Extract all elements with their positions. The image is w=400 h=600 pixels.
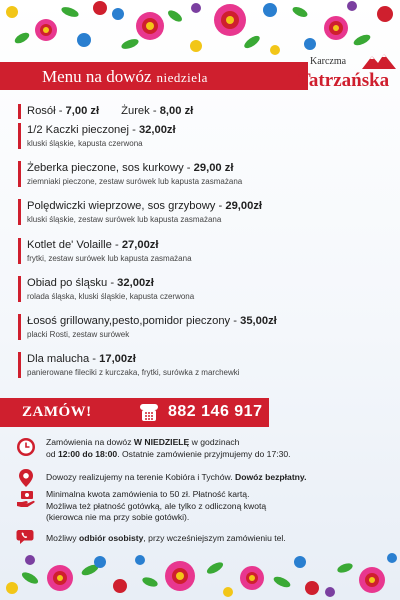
menu-item [18,276,388,302]
restaurant-logo [296,44,400,100]
mountains-icon [362,53,396,69]
item-price: 29,00 zł [193,162,234,174]
item-price: 27,00zł [121,239,159,251]
info-pickup-text [46,533,386,545]
item-title: 1/2 Kaczki pieczonej - [27,124,139,136]
info-payment-text [46,489,386,524]
hand-money-icon [16,489,36,509]
clock-icon [16,437,36,457]
menu-item [18,199,388,225]
payment-line-3: (kierowca nie ma przy sobie gotówki). [46,512,190,522]
hours-text-e: . Ostatnie zamówienie przyjmujemy do 17:30. [117,448,291,459]
menu-item-name [27,104,388,119]
item-title: Polędwiczki wieprzowe, sos grzybowy - [27,200,226,212]
location-pin-icon [16,468,36,488]
hours-range: 12:00 do 18:00 [57,448,118,459]
menu-item-name [27,314,388,329]
info-pickup [16,528,388,548]
item-price: 35,00zł [240,315,277,327]
menu-item-description: kluski śląskie, zestaw surówek lub kapusta zasmażana [27,215,222,224]
item-price: 7,00 zł [65,105,100,117]
item-title: Kotlet de' Volaille - [27,239,122,251]
menu-title [42,66,208,88]
menu-item-description: ziemniaki pieczone, zestaw surówek lub kapusta zasmażana [27,177,243,186]
logo-subtitle: Karczma [310,56,347,67]
menu-item-description: placki Rosti, zestaw surówek [27,330,130,339]
hours-text-d: od [46,448,58,459]
item-price: 32,00zł [117,277,154,289]
menu-item-name [27,352,388,367]
menu-item-description: rolada śląska, kluski śląskie, kapusta czerwona [27,292,195,301]
order-banner [0,398,269,427]
menu-item [18,352,388,378]
item-title: Łosoś grillowany,pesto,pomidor pieczony - [27,315,241,327]
menu-title-text: Menu na dowóz [42,67,152,86]
pickup-bold: odbiór osobisty [78,533,144,543]
menu-item-name [27,199,388,214]
info-hours-text [46,437,386,460]
phone-number[interactable]: 882 146 917 [168,403,263,420]
menu-item-name [27,238,388,253]
free-delivery: Dowóz bezpłatny. [235,472,307,482]
info-area [16,468,388,488]
menu-item [18,104,388,119]
menu-item [18,161,388,187]
phone-icon [138,402,160,423]
pickup-text-c: , przy wcześniejszym zamówieniu tel. [143,533,286,543]
item-title: Obiad po śląsku - [27,277,118,289]
info-area-text [46,472,386,484]
menu-item-description: panierowane fileciki z kurczaka, frytki, surówka z marchewki [27,368,240,377]
pickup-text-a: Możliwy [46,533,79,543]
info-hours [16,437,388,467]
item-price: 29,00zł [225,200,263,212]
logo-name: Tatrzańska [298,70,390,91]
item-title: Rosół - [27,105,66,117]
menu-item [18,314,388,340]
menu-item-name [27,123,388,138]
menu-item [18,123,388,149]
info-payment [16,489,388,525]
hours-text-c: w godzinach [189,437,240,447]
menu-day-subtitle: niedziela [156,70,208,85]
payment-line-2: Możliwa też płatność gotówką, ale tylko z odliczoną kwotą [46,500,267,511]
hours-day: W NIEDZIELĘ [133,437,190,447]
item-title: Dla malucha - [27,353,100,365]
order-label: ZAMÓW! [22,404,92,420]
item-title: Żeberka pieczone, sos kurkowy - [27,162,194,174]
menu-item-description: frytki, zestaw surówek lub kapusta zasmażana [27,254,192,263]
floral-border-bottom [0,548,400,600]
item-price: 17,00zł [99,353,136,365]
menu-item-name [27,276,388,291]
payment-line-1: Minimalna kwota zamówienia to 50 zł. Płatność kartą. [46,489,250,499]
menu-item [18,238,388,264]
menu-item-description: kluski śląskie, kapusta czerwona [27,139,143,148]
menu-item-name [27,161,388,176]
speech-phone-icon [16,528,36,548]
item-price-2: 8,00 zł [159,105,194,117]
hours-text-a: Zamówienia na dowóz [46,437,134,447]
area-text: Dowozy realizujemy na terenie Kobióra i Tychów. [46,472,235,482]
item-price: 32,00zł [138,124,176,136]
item-title-2: Żurek - [121,105,160,117]
